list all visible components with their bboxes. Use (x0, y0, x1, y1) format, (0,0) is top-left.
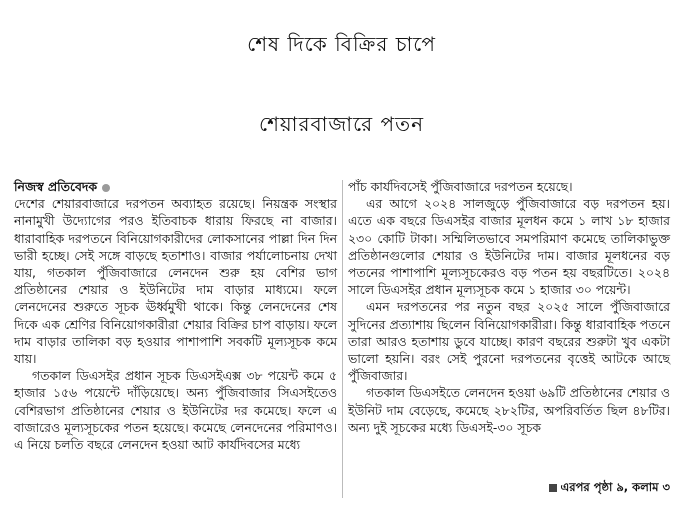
article-paragraph: গতকাল ডিএসইতে লেনদেন হওয়া ৬৯টি প্রতিষ্ঠানের শেয়ার ও ইউনিট দাম বেড়েছে, কমেছে ২৮২টির, অপরিবর্তিত ছিল ৪৮টির। অন্য দুই সূচকের মধ্যে ডিএসই-৩০ সূচক (348, 385, 670, 435)
article-paragraph: এমন দরপতনের পর নতুন বছর ২০২৫ সালে পুঁজিবাজারে সুদিনের প্রত্যাশায় ছিলেন বিনিয়োগকারীরা। কিন্তু ধারাবাহিক পতনে তারা আরও হতাশায় ডুবে যাচ্ছে। কারণ বছরের শুরুটা খুব একটা ভালো হয়নি। বরং সেই পুরনো দরপতনের বৃত্তেই আটকে আছে পুঁজিবাজার। (348, 299, 670, 384)
article-paragraph: পাঁচ কার্যদিবসেই পুঁজিবাজারে দরপতন হয়েছে। (348, 179, 573, 194)
square-bullet-icon (549, 484, 557, 492)
article-column-left (14, 178, 337, 453)
byline: নিজস্ব প্রতিবেদক (14, 179, 98, 194)
article-column-right (348, 178, 670, 436)
continuation-note (549, 479, 671, 498)
column-divider (342, 180, 343, 498)
continuation-text: এরপর পৃষ্ঠা ৯, কলাম ৩ (560, 480, 670, 494)
headline-line-2: শেয়ারবাজারে পতন (258, 112, 425, 136)
article-paragraph: দেশের শেয়ারবাজারে দরপতন অব্যাহত রয়েছে। নিয়ন্ত্রক সংস্থার নানামুখী উদ্যোগের পরও ইতিবাচক ধারায় ফিরছে না বাজার। ধারাবাহিক দরপতনে বিনিয়োগকারীদের লোকসানের পাল্লা দিন দিন ভারী হচ্ছে। সেই সঙ্গে বাড়ছে হতাশাও। বাজার পর্যালোচনায় দেখা যায়, গতকাল পুঁজিবাজারে লেনদেন শুরু হয় বেশির ভাগ প্রতিষ্ঠানের শেয়ার ও ইউনিটের দাম বাড়ার মাধ্যমে। ফলে লেনদেনের শুরুতে সূচক ঊর্ধ্বমুখী থাকে। কিন্তু লেনদেনের শেষ দিকে এক শ্রেণির বিনিয়োগকারীরা শেয়ার বিক্রির চাপ বাড়ায়। ফলে দাম বাড়ার তালিকা বড় হওয়ার পাশাপাশি সবকটি মূল্যসূচক কমে যায়। (14, 196, 337, 367)
byline-paragraph (14, 178, 337, 195)
article-paragraph: গতকাল ডিএসইর প্রধান সূচক ডিএসইএক্স ৩৮ পয়েন্ট কমে ৫ হাজার ১৫৬ পয়েন্টে দাঁড়িয়েছে। অন্য পুঁজিবাজার সিএসইতেও বেশিরভাগ প্রতিষ্ঠানের শেয়ার ও ইউনিটের দর কমেছে। ফলে এ বাজারেও মূল্যসূচকের পতন হয়েছে। কমেছে লেনদেনের পরিমাণও। এ নিয়ে চলতি বছরে লেনদেন হওয়া আট কার্যদিবসের মধ্যে (14, 368, 337, 453)
headline-line-1: শেষ দিকে বিক্রির চাপে (247, 32, 436, 56)
bullet-icon (102, 184, 110, 192)
article-paragraph: এর আগে ২০২৪ সালজুড়ে পুঁজিবাজারে বড় দরপতন হয়। এতে এক বছরে ডিএসইর বাজার মূলধন কমে ১ লাখ ১৮ হাজার ২৩০ কোটি টাকা। সম্মিলিতভাবে সমপরিমাণ কমেছে তালিকাভুক্ত প্রতিষ্ঠানগুলোর শেয়ার ও ইউনিটের দাম। বাজার মূলধনের বড় পতনের পাশাপাশি মূল্যসূচকেরও বড় পতন হয় বছরটিতে। ২০২৪ সালে ডিএসইর প্রধান মূল্যসূচক কমে ১ হাজার ৩০ পয়েন্ট। (348, 196, 670, 298)
